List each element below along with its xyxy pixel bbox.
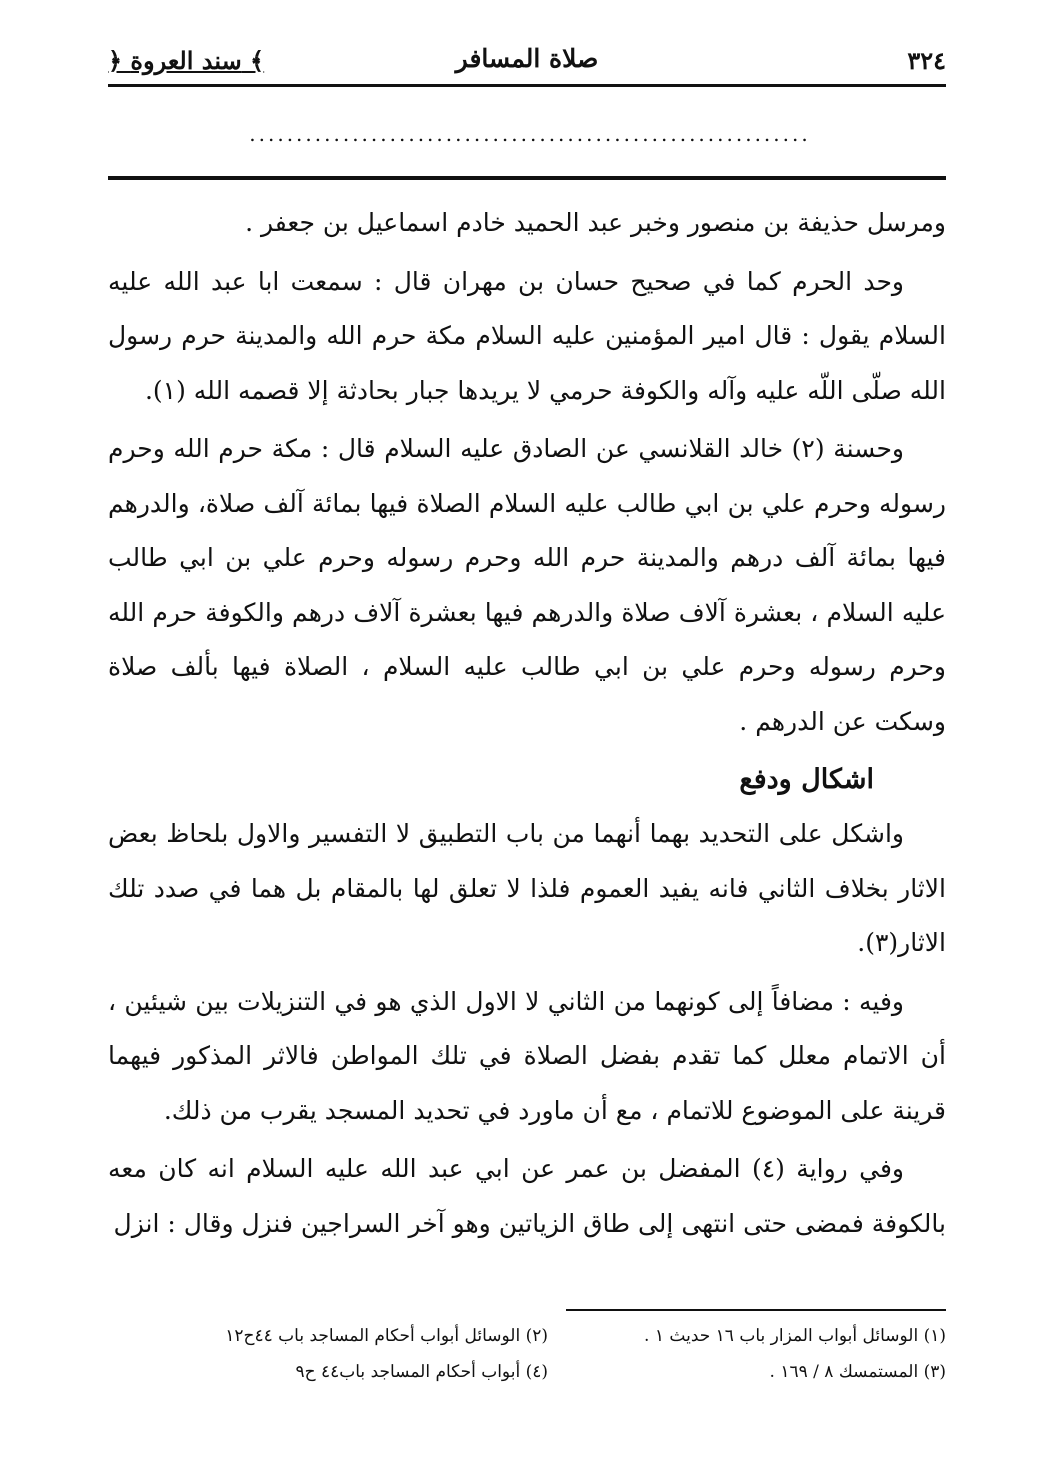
dotted-separator: ............................................................ <box>249 122 811 146</box>
footnote: (٤) أبواب أحكام المساجد باب٤٤ ح٩ <box>295 1362 548 1382</box>
paragraph: واشكل على التحديد بهما أنهما من باب التطبيق لا التفسير والاول بلحاظ بعض الاثار بخلاف الثاني فانه يفيد العموم فلذا لا تعلق لها بالمقام بل هما في صدد تلك الاثار(٣). <box>108 819 946 957</box>
section-heading: اشكال ودفع <box>739 764 874 795</box>
paragraph: وحسنة (٢) خالد القلانسي عن الصادق عليه السلام قال : مكة حرم الله وحرم رسوله وحرم علي بن ابي طالب عليه السلام الصلاة فيها بمائة آلف صلاة، والدرهم فيها بمائة آلف درهم والمدينة حرم الله وحرم رسوله وحرم علي بن ابي طالب عليه السلام ، بعشرة آلاف صلاة والدرهم فيها بعشرة آلاف درهم والكوفة حرم الله وحرم رسوله وحرم علي بن ابي طالب عليه السلام ، الصلاة فيها بألف صلاة وسكت عن الدرهم . <box>108 434 946 736</box>
paragraph: وفيه : مضافاً إلى كونهما من الثاني لا الاول الذي هو في التنزيلات بين شيئين ، أن الاتمام معلل كما تقدم بفضل الصلاة في تلك المواطن فالاثر المذكور فيهما قرينة على الموضوع للاتمام ، مع أن ماورد في تحديد المسجد يقرب من ذلك. <box>108 986 946 1125</box>
footnote: (٢) الوسائل أبواب أحكام المساجد باب ٤٤ح١٢ <box>225 1326 548 1346</box>
footnote: (١) الوسائل أبواب المزار باب ١٦ حديث ١ . <box>644 1326 946 1346</box>
main-text <box>108 196 946 1255</box>
footnote: (٣) المستمسك ٨ / ١٦٩ . <box>769 1362 946 1382</box>
page-header <box>108 40 946 86</box>
footnote-rule <box>566 1309 946 1311</box>
paragraph: ومرسل حذيفة بن منصور وخبر عبد الحميد خادم اسماعيل بن جعفر . <box>245 208 946 237</box>
section-rule <box>108 176 946 180</box>
chapter-title: صلاة المسافر <box>455 44 599 73</box>
book-title: ﴿ سند العروة ﴾ <box>108 46 265 75</box>
page-number: ٣٢٤ <box>907 46 946 75</box>
paragraph: وحد الحرم كما في صحيح حسان بن مهران قال : سمعت ابا عبد الله عليه السلام يقول : قال امير المؤمنين عليه السلام مكة حرم الله والمدينة حرم رسول الله صلّى اللّه عليه وآله والكوفة حرمي لا يريدها جبار بحادثة إلا قصمه الله (١). <box>108 266 946 405</box>
paragraph: وفي رواية (٤) المفضل بن عمر عن ابي عبد الله عليه السلام انه كان معه بالكوفة فمضى حتى انتهى إلى طاق الزياتين وهو آخر السراجين فنزل وقال : انزل <box>108 1154 946 1238</box>
footnotes <box>150 1318 946 1390</box>
header-rule <box>108 84 946 87</box>
